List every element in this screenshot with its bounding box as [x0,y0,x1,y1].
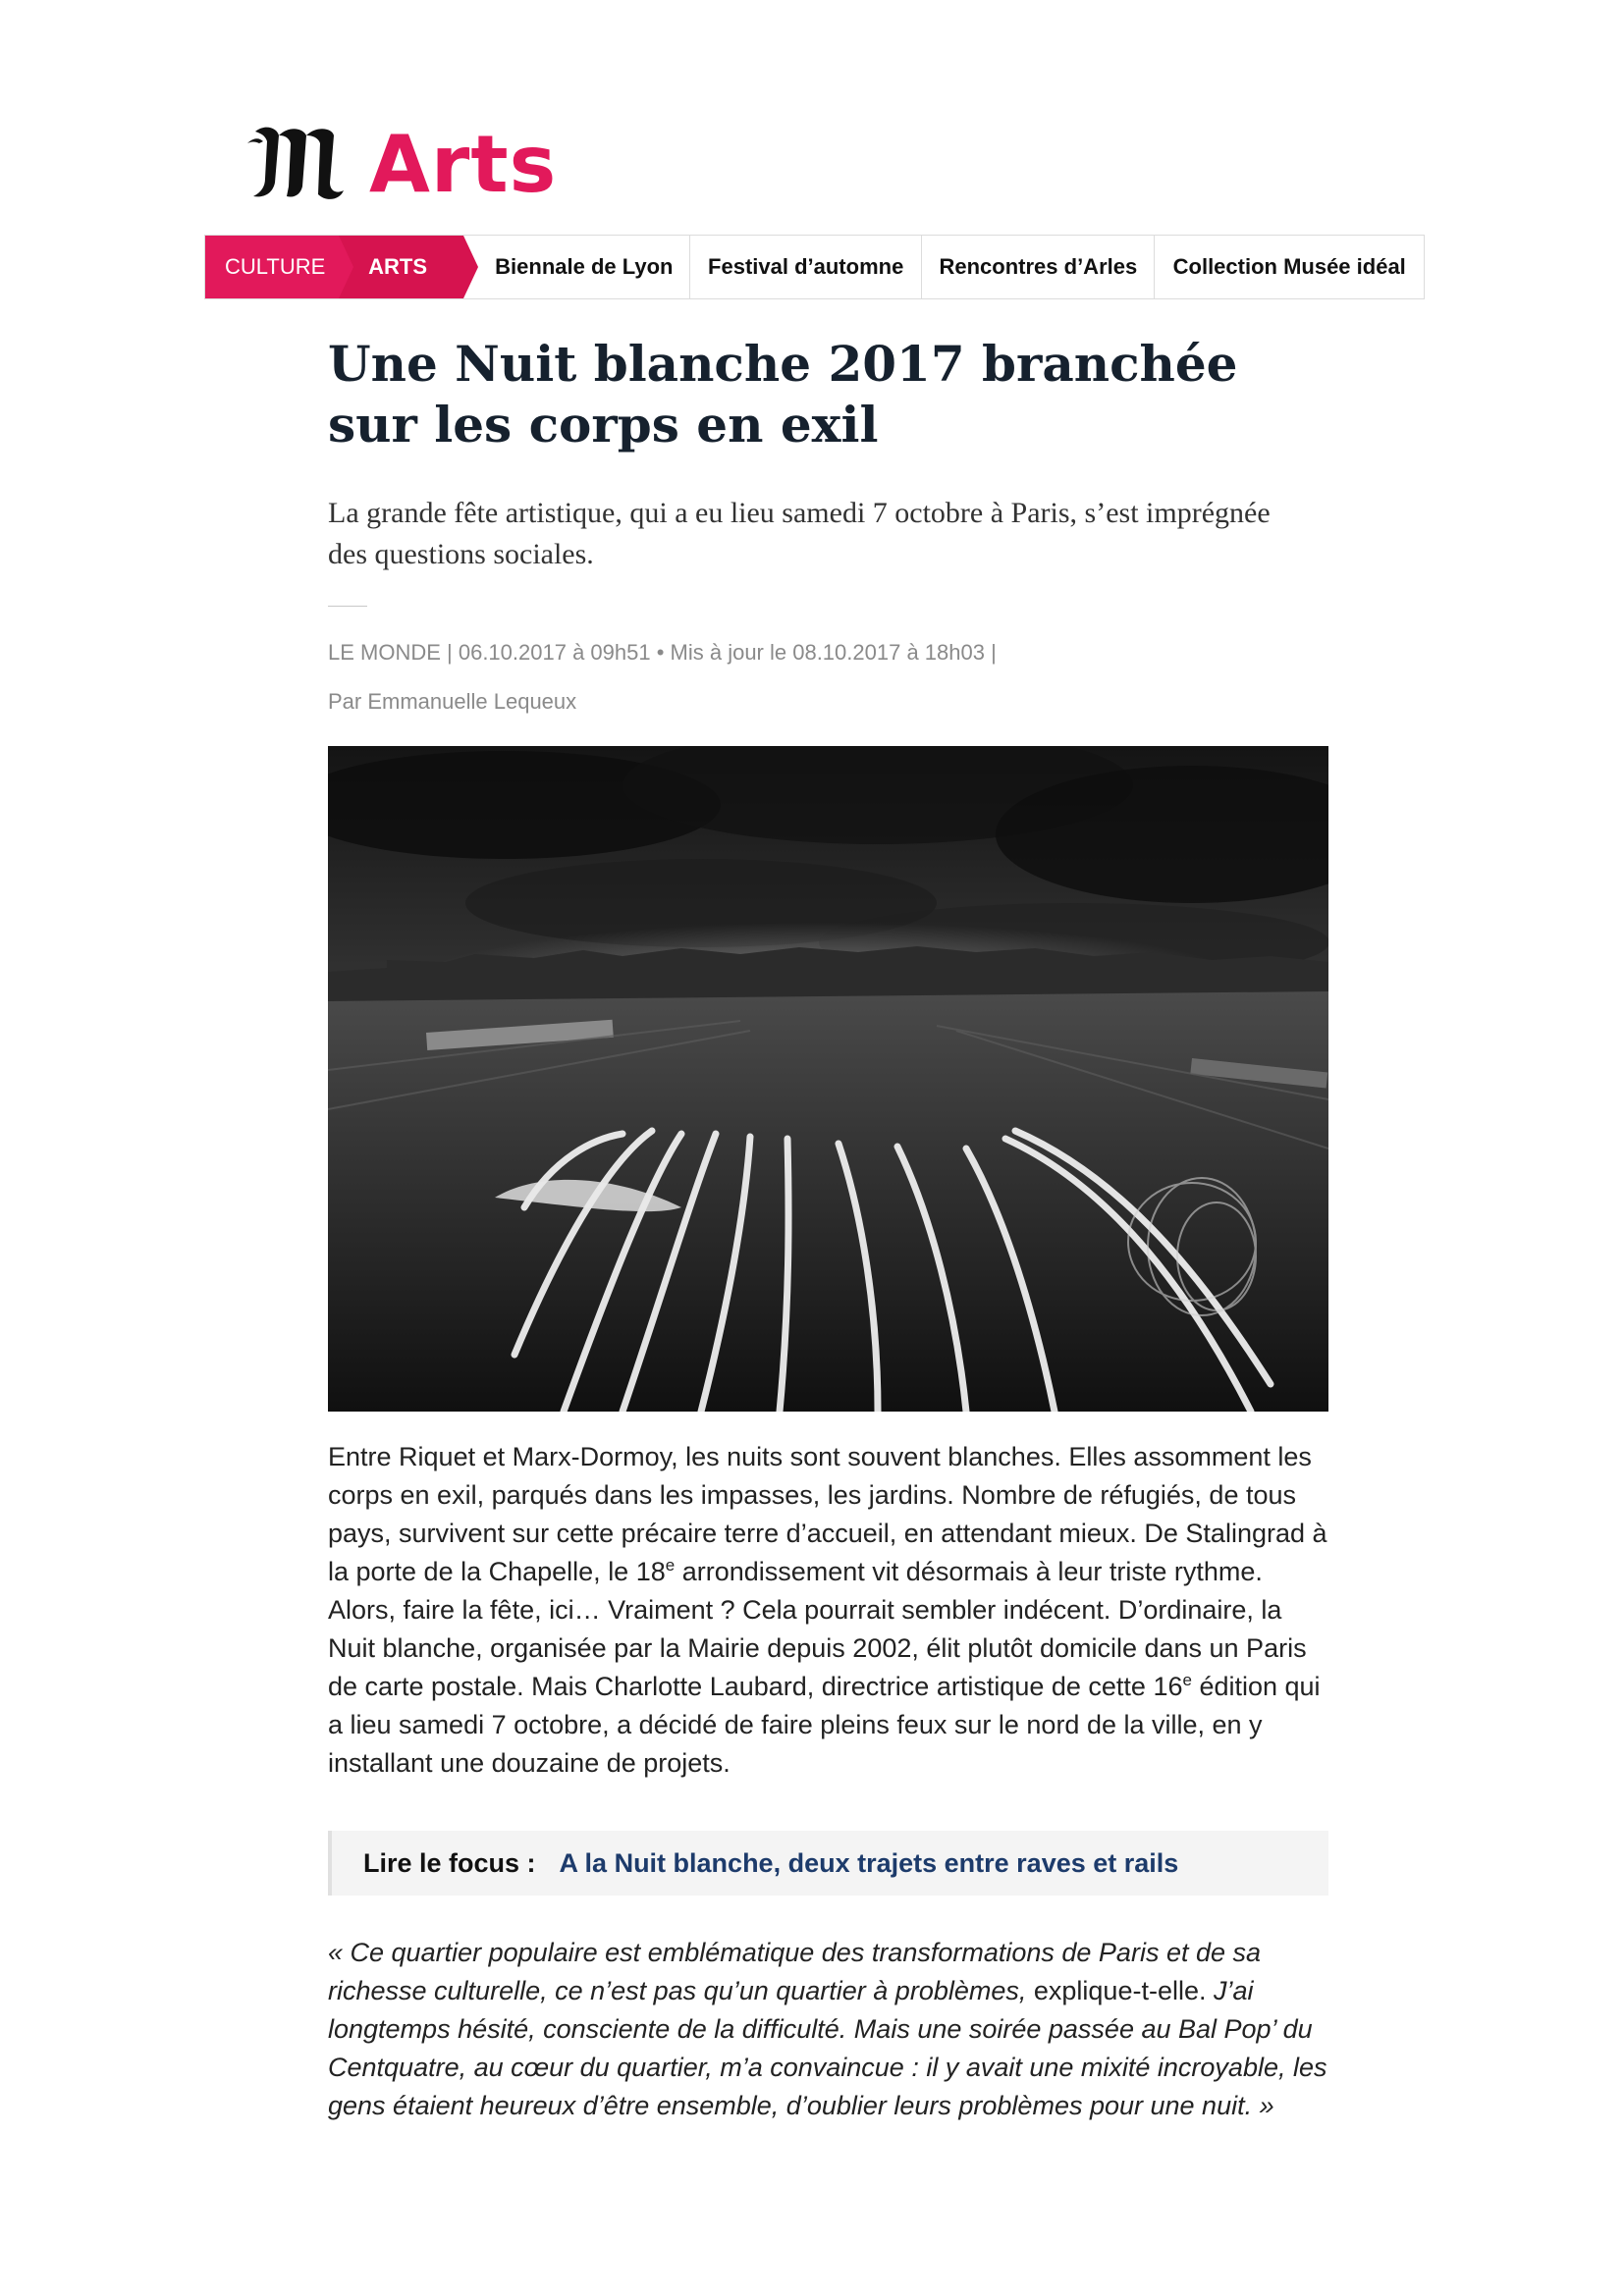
focus-link[interactable]: A la Nuit blanche, deux trajets entre raves et rails [559,1847,1179,1878]
section-title[interactable]: Arts [369,119,558,210]
le-monde-logo[interactable] [245,122,348,204]
quote-text-2: J’ai longtemps hésité, consciente de la difficulté. Mais une soirée passée au Bal Pop’ du Centquatre, au cœur du quartier, m’a convaincue : il y avait une mixité incroyable, les gens étaient heureux d’être ensemble, d’oublier leurs problèmes pour une nuit. » [328,1976,1327,2120]
article-photo [328,746,1328,1412]
article-title: Une Nuit blanche 2017 branchée sur les corps en exil [328,335,1238,454]
paragraph-text-2: arrondissement vit désormais à leur triste rythme. Alors, faire la fête, ici… Vraiment ? Cela pourrait sembler indécent. D’ordinaire, la Nuit blanche, organisée par la Mairie depuis 2002, élit plutôt domicile dans un Paris de carte postale. Mais Charlotte Laubard, directrice artistique de cette 16 [328,1557,1307,1701]
quote-text-1: « Ce quartier populaire est emblématique des transformations de Paris et de sa richesse culturelle, ce n’est pas qu’un quartier à problèmes, [328,1938,1262,2005]
article-standfirst: La grande fête artistique, qui a eu lieu samedi 7 octobre à Paris, s’est imprégnée des questions sociales. [328,497,1271,570]
focus-label: Lire le focus : [363,1847,536,1878]
superscript: e [665,1556,676,1575]
section-nav [204,235,1425,299]
paragraph-text-3: édition qui a lieu samedi 7 octobre, a décidé de faire pleins feux sur le nord de la ville, en y installant une douzaine de projets. [328,1672,1321,1778]
breadcrumb-arts[interactable]: ARTS [339,236,462,298]
tab-biennale-de-lyon[interactable]: Biennale de Lyon [495,254,674,279]
article-byline: Par Emmanuelle Lequeux [328,689,577,714]
tab-collection-musee-ideal[interactable]: Collection Musée idéal [1154,236,1424,298]
focus-box [328,1831,1328,1896]
masthead [245,106,558,210]
paragraph-text-1: Entre Riquet et Marx-Dormoy, les nuits sont souvent blanches. Elles assomment les corps en exil, parqués dans les impasses, les jardins. Nombre de réfugiés, de tous pays, survivent sur cette précaire terre d’accueil, en attendant mieux. De Stalingrad à la porte de la Chapelle, le 18 [328,1442,1327,1586]
article-paragraph [328,1438,1329,1783]
tab-rencontres-d-arles[interactable]: Rencontres d’Arles [921,236,1154,298]
divider [328,606,367,607]
superscript: e [1182,1671,1192,1689]
article-quote [328,1934,1329,2125]
tab-festival-d-automne[interactable]: Festival d’automne [689,236,921,298]
breadcrumb-culture[interactable]: CULTURE [205,236,339,298]
article-dateline: LE MONDE | 06.10.2017 à 09h51 • Mis à jour le 08.10.2017 à 18h03 | [328,640,997,665]
quote-attribution: explique-t-elle. [1026,1976,1214,2005]
night-rail-photo [328,746,1328,1412]
